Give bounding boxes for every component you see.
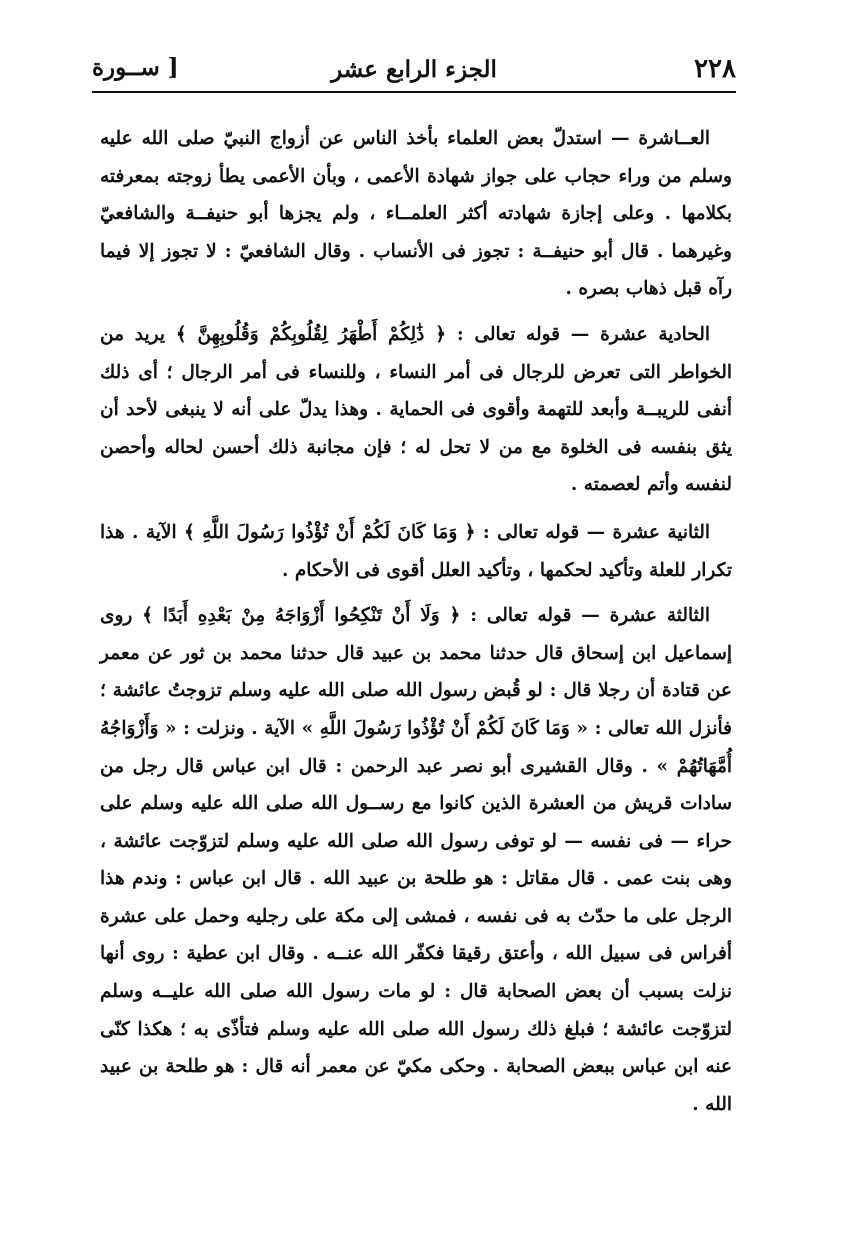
paragraph-thirteenth: الثالثة عشرة — قوله تعالى : ﴿ وَلَا أَنْ تَنْكِحُوا أَزْوَاجَهُ مِنْ بَعْدِهِ أَبَدًا ﴾ روى إسماعيل ابن إسحاق قال حدثنا محمد بن عبيد قال حدثنا محمد بن ثور عن معمر عن قتادة أن رجلا قال : لو قُبض رسول الله صلى الله عليه وسلم تزوجتُ عائشة ؛ فأنزل الله تعالى : « وَمَا كَانَ لَكُمْ أَنْ تُؤْذُوا رَسُولَ اللَّهِ » الآية . ونزلت : « وَأَزْوَاجُهُ أُمَّهَاتُهُمْ » . وقال القشيرى أبو نصر عبد الرحمن : قال ابن عباس قال رجل من سادات قريش من العشرة الذين كانوا مع رســول الله صلى الله عليه وسلم على حراء — فى نفسه — لو توفى رسول الله صلى الله عليه وسلم لتزوّجت عائشة ، وهى بنت عمى . قال مقاتل : هو طلحة بن عبيد الله . قال ابن عباس : وندم هذا الرجل على ما حدّث به فى نفسه ، فمشى إلى مكة على رجليه وحمل على عشرة أفراس فى سبيل الله ، وأعتق رقيقا فكفّر الله عنــه . وقال ابن عطية : روى أنها نزلت بسبب أن بعض الصحابة قال : لو مات رسول الله صلى الله عليــه وسلم لتزوّجت عائشة ؛ فبلغ ذلك رسول الله صلى الله عليه وسلم فتأذّى به ؛ هكذا كنّى عنه ابن عباس ببعض الصحابة . وحكى مكيّ عن معمر أنه قال : هو طلحة بن عبيد الله .	[100, 605, 732, 1115]
paragraph-twelfth: الثانية عشرة — قوله تعالى : ﴿ وَمَا كَانَ لَكُمْ أَنْ تُؤْذُوا رَسُولَ اللَّهِ ﴾ الآية . هذا تكرار للعلة وتأكيد لحكمها ، وتأكيد العلل أقوى فى الأحكام .	[100, 521, 732, 581]
main-text	[100, 120, 732, 1133]
paragraph-tenth: العــاشرة — استدلّ بعض العلماء بأخذ الناس عن أزواج النبيّ صلى الله عليه وسلم من وراء حجاب على جواز شهادة الأعمى ، وبأن الأعمى يطأ زوجته بمعرفته بكلامها . وعلى إجازة شهادته أكثر العلمــاء ، ولم يجزها أبو حنيفــة والشافعيّ وغيرهما . قال أبو حنيفــة : تجوز فى الأنساب . وقال الشافعيّ : لا تجوز إلا فيما رآه قبل ذهاب بصره .	[100, 128, 732, 300]
part-title: الجزء الرابع عشر	[331, 56, 497, 83]
header-rule	[92, 91, 736, 93]
running-header	[92, 52, 736, 92]
surah-label: [ ســورة	[92, 54, 179, 81]
page-number: ٢٢٨	[694, 54, 736, 84]
paragraph-eleventh: الحادية عشرة — قوله تعالى : ﴿ ذَٰلِكُمْ أَطْهَرُ لِقُلُوبِكُمْ وَقُلُوبِهِنَّ ﴾ يريد من الخواطر التى تعرض للرجال فى أمر النساء ، وللنساء فى أمر الرجال ؛ أى ذلك أنفى للريبــة وأبعد للتهمة وأقوى فى الحماية . وهذا يدلّ على أنه لا ينبغى لأحد أن يثق بنفسه فى الخلوة مع من لا تحل له ؛ فإن مجانبة ذلك أحسن لحاله وأحصن لنفسه وأتم لعصمته .	[100, 323, 732, 496]
